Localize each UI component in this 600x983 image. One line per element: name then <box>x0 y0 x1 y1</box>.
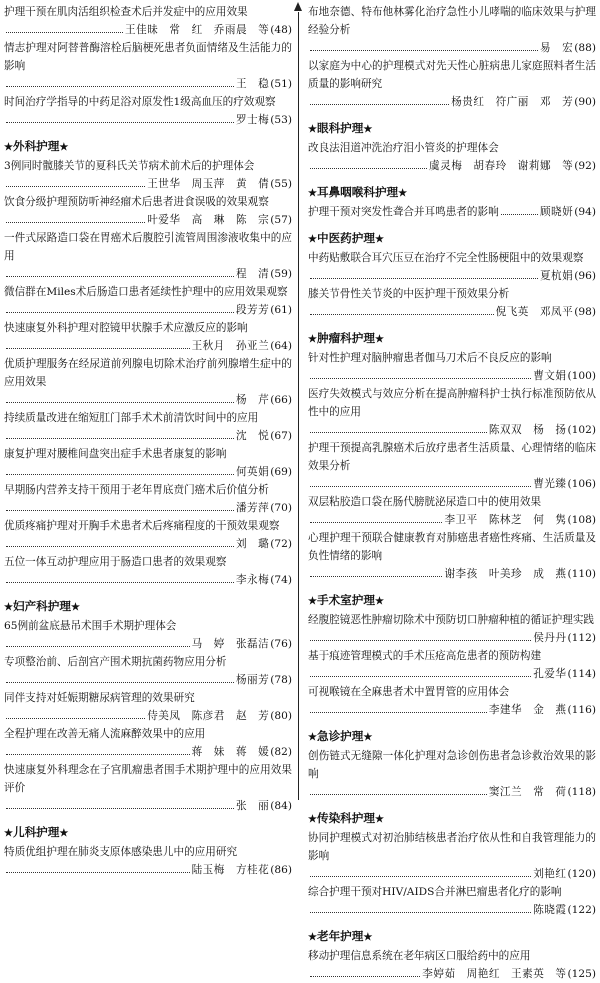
dot-leader <box>6 111 234 123</box>
toc-entry[interactable] <box>4 193 292 229</box>
author-line <box>4 301 292 319</box>
authors: 程 清 <box>235 268 270 280</box>
dot-leader <box>6 499 234 511</box>
dot-leader <box>310 93 449 105</box>
dot-leader <box>310 665 531 677</box>
inline-entry-line <box>308 203 596 221</box>
author-line <box>308 511 596 529</box>
section-heading <box>308 727 596 747</box>
page-number: (118) <box>567 786 596 798</box>
star-icon: ★ <box>308 732 317 743</box>
authors: 罗士梅 <box>235 114 270 126</box>
article-title: 快速康复外科理念在子宫肌瘤患者围手术期护理中的应用效果评价 <box>4 764 292 794</box>
star-icon: ★ <box>59 142 69 153</box>
author-line <box>308 901 596 919</box>
dot-leader <box>310 157 427 169</box>
star-icon: ★ <box>374 596 384 607</box>
dot-leader <box>6 535 234 547</box>
star-icon: ★ <box>308 814 317 825</box>
authors: 孔爱华 <box>533 668 567 680</box>
page-number: (53) <box>270 114 292 126</box>
author-line <box>4 671 292 689</box>
authors: 何英娟 <box>235 466 270 478</box>
article-title: 65例前盆底悬吊术围手术期护理体会 <box>4 620 177 632</box>
page-number: (59) <box>270 268 292 280</box>
dot-leader <box>6 175 145 187</box>
toc-entry[interactable] <box>4 409 292 445</box>
section-title: 中医药护理 <box>316 231 375 245</box>
article-title: 经腹腔镜恶性肿瘤切除术中预防切口肿瘤种植的循证护理实践 <box>308 614 595 626</box>
dot-leader <box>310 267 538 279</box>
authors: 王 稳 <box>235 78 270 90</box>
page-number: (114) <box>567 668 596 680</box>
dot-leader <box>6 571 234 583</box>
page-number: (125) <box>567 968 596 980</box>
page-number: (94) <box>574 206 596 218</box>
section-heading <box>308 329 596 349</box>
star-icon: ★ <box>374 814 384 825</box>
toc-entry[interactable] <box>308 947 596 983</box>
article-title: 3例同时髋膝关节的夏科氏关节病术前术后的护理体会 <box>4 160 255 172</box>
author-line <box>308 303 596 321</box>
authors: 夏杭娟 <box>539 270 574 282</box>
toc-entry[interactable] <box>308 349 596 385</box>
section-title: 妇产科护理 <box>12 599 71 613</box>
article-title: 微信群在Miles术后肠造口患者延续性护理中的应用效果观察 <box>4 286 288 298</box>
authors: 潘芳萍 <box>235 502 270 514</box>
article-title: 优质疼痛护理对开胸手术患者术后疼痛程度的干预效果观察 <box>4 520 280 532</box>
dot-leader <box>310 901 531 913</box>
left-column <box>4 3 292 879</box>
authors: 窦江兰 常 荷 <box>488 786 567 798</box>
toc-entry[interactable] <box>4 517 292 553</box>
page-number: (120) <box>567 868 596 880</box>
dot-leader <box>6 707 145 719</box>
article-title: 综合护理干预对HIV/AIDS合并淋巴瘤患者化疗的影响 <box>308 886 562 898</box>
author-line <box>308 39 596 57</box>
section-title: 眼科护理 <box>316 121 364 135</box>
author-line <box>308 475 596 493</box>
dot-leader <box>310 783 487 795</box>
dot-leader <box>6 635 190 647</box>
article-title: 可视喉镜在全麻患者术中置胃管的应用体会 <box>308 686 510 698</box>
author-line <box>308 421 596 439</box>
toc-entry[interactable] <box>308 647 596 683</box>
dot-leader <box>310 701 487 713</box>
toc-entry[interactable] <box>308 57 596 111</box>
authors: 谢李孩 叶美珍 成 燕 <box>444 568 567 580</box>
author-line <box>4 211 292 229</box>
page-number: (61) <box>270 304 292 316</box>
author-line <box>308 965 596 983</box>
authors: 李永梅 <box>235 574 270 586</box>
star-icon: ★ <box>363 932 373 943</box>
authors: 侯丹丹 <box>533 632 567 644</box>
author-line <box>4 391 292 409</box>
star-icon: ★ <box>70 602 80 613</box>
dot-leader <box>310 303 494 315</box>
page-number: (76) <box>270 638 292 650</box>
section-title: 老年护理 <box>316 929 364 943</box>
toc-entry[interactable] <box>4 229 292 283</box>
article-title: 优质护理服务在经尿道前列腺电切除术治疗前列腺增生症中的应用效果 <box>4 358 292 388</box>
page-number: (57) <box>270 214 292 226</box>
author-line <box>308 157 596 175</box>
article-title: 全程护理在改善无痛人流麻醉效果中的应用 <box>4 728 206 740</box>
article-title: 康复护理对腰椎间盘突出症手术患者康复的影响 <box>4 448 227 460</box>
page-number: (86) <box>270 864 292 876</box>
toc-entry[interactable] <box>308 385 596 439</box>
author-line <box>4 463 292 481</box>
section-heading <box>4 597 292 617</box>
article-title: 改良法泪道冲洗治疗泪小管炎的护理体会 <box>308 142 499 154</box>
section-title: 肿瘤科护理 <box>316 331 375 345</box>
authors: 陆玉梅 方桂花 <box>191 864 270 876</box>
article-title: 情志护理对阿替普酶溶栓后脑梗死患者负面情绪及生活能力的影响 <box>4 42 292 72</box>
author-line <box>4 175 292 193</box>
author-line <box>308 865 596 883</box>
article-title: 持续质量改进在缩短肛门部手术术前清饮时间中的应用 <box>4 412 259 424</box>
star-icon: ★ <box>308 932 317 943</box>
authors: 侍美凤 陈彦君 赵 芳 <box>147 710 270 722</box>
section-heading <box>308 927 596 947</box>
author-line <box>4 427 292 445</box>
author-line <box>4 707 292 725</box>
page-number: (69) <box>270 466 292 478</box>
star-icon: ★ <box>363 124 373 135</box>
dot-leader <box>6 463 234 475</box>
page-number: (64) <box>270 340 292 352</box>
authors: 李婷茹 周艳红 王素英 等 <box>422 968 567 980</box>
toc-entry[interactable] <box>4 761 292 815</box>
toc-entry[interactable] <box>308 439 596 493</box>
article-title: 协同护理模式对初治肺结核患者治疗依从性和自我管理能力的影响 <box>308 832 596 862</box>
author-line <box>4 265 292 283</box>
toc-entry[interactable] <box>308 3 596 57</box>
authors: 王佳昧 常 红 乔雨晨 等 <box>125 24 270 36</box>
star-icon: ★ <box>59 828 69 839</box>
page-number: (74) <box>270 574 292 586</box>
page-number: (82) <box>270 746 292 758</box>
article-title: 护理干预在肌肉活组织检查术后并发症中的应用效果 <box>4 6 248 18</box>
article-title: 布地奈德、特布他林雾化治疗急性小儿哮喘的临床效果与护理经验分析 <box>308 6 596 36</box>
author-line <box>4 635 292 653</box>
author-line <box>4 861 292 879</box>
section-heading <box>4 823 292 843</box>
article-title: 饮食分级护理预防听神经瘤术后患者进食误吸的效果观察 <box>4 196 269 208</box>
dot-leader <box>6 21 123 33</box>
author-line <box>308 267 596 285</box>
section-heading <box>308 183 596 203</box>
author-line <box>4 571 292 589</box>
page-number: (108) <box>567 514 596 526</box>
section-title: 儿科护理 <box>12 825 60 839</box>
author-line <box>308 367 596 385</box>
authors: 李卫平 陈林芝 何 隽 <box>444 514 567 526</box>
page-number: (88) <box>574 42 596 54</box>
section-heading <box>308 591 596 611</box>
star-icon: ★ <box>308 188 317 199</box>
section-heading <box>308 119 596 139</box>
article-title: 护理干预对突发性聋合并耳鸣患者的影响 <box>308 206 499 218</box>
toc-entry[interactable] <box>308 203 596 221</box>
dot-leader <box>310 511 442 523</box>
author-line <box>308 565 596 583</box>
page-number: (100) <box>567 370 596 382</box>
star-icon: ★ <box>363 732 373 743</box>
dot-leader <box>6 211 145 223</box>
article-title: 以家庭为中心的护理模式对先天性心脏病患儿家庭照料者生活质量的影响研究 <box>308 60 596 90</box>
page-number: (55) <box>270 178 292 190</box>
page-number: (66) <box>270 394 292 406</box>
toc-entry[interactable] <box>4 319 292 355</box>
dot-leader <box>310 367 531 379</box>
authors: 杨贵红 符广丽 邓 芳 <box>451 96 574 108</box>
toc-entry[interactable] <box>4 617 292 653</box>
page-number: (70) <box>270 502 292 514</box>
dot-leader <box>6 75 234 87</box>
column-divider <box>298 12 299 800</box>
dot-leader <box>6 861 190 873</box>
toc-entry[interactable] <box>4 481 292 517</box>
toc-entry[interactable] <box>308 249 596 285</box>
dot-leader <box>310 565 442 577</box>
page-number: (112) <box>567 632 596 644</box>
authors: 杨丽芳 <box>235 674 270 686</box>
article-title: 针对性护理对脑肿瘤患者伽马刀术后不良反应的影响 <box>308 352 552 364</box>
page-number: (84) <box>270 800 292 812</box>
section-heading <box>308 809 596 829</box>
article-title: 同伴支持对妊娠期糖尿病管理的效果研究 <box>4 692 195 704</box>
dot-leader <box>310 965 420 977</box>
author-line <box>308 783 596 801</box>
dot-leader <box>310 865 531 877</box>
article-title: 中药贴敷联合耳穴压豆在治疗不完全性肠梗阻中的效果观察 <box>308 252 584 264</box>
page-number: (106) <box>567 478 596 490</box>
toc-entry[interactable] <box>4 445 292 481</box>
star-icon: ★ <box>308 596 317 607</box>
author-line <box>308 701 596 719</box>
article-title: 时间治疗学指导的中药足浴对原发性1级高血压的疗效观察 <box>4 96 276 108</box>
article-title: 快速康复外科护理对腔镜甲状腺手术应激反应的影响 <box>4 322 248 334</box>
authors: 陈双双 杨 扬 <box>488 424 567 436</box>
article-title: 移动护理信息系统在老年病区口服给药中的应用 <box>308 950 531 962</box>
article-title: 早期肠内营养支持干预用于老年胃底贲门癌术后价值分析 <box>4 484 269 496</box>
toc-entry[interactable] <box>4 157 292 193</box>
dot-leader <box>310 475 531 487</box>
authors: 王世华 周玉萍 黄 倩 <box>147 178 270 190</box>
article-title: 创伤链式无缝隙一体化护理对急诊创伤患者急诊救治效果的影响 <box>308 750 596 780</box>
dot-leader <box>6 301 234 313</box>
toc-entry[interactable] <box>4 843 292 879</box>
star-icon: ★ <box>308 234 317 245</box>
page-number: (72) <box>270 538 292 550</box>
authors: 顾晓妍 <box>539 206 574 218</box>
page-number: (78) <box>270 674 292 686</box>
section-title: 外科护理 <box>12 139 60 153</box>
article-title: 双层粘胶造口袋在肠代膀胱泌尿造口中的使用效果 <box>308 496 542 508</box>
authors: 马 婷 张磊洁 <box>191 638 270 650</box>
toc-entry[interactable] <box>4 283 292 319</box>
dot-leader <box>6 265 234 277</box>
author-line <box>4 75 292 93</box>
toc-entry[interactable] <box>4 689 292 725</box>
star-icon: ★ <box>4 142 13 153</box>
star-icon: ★ <box>308 124 317 135</box>
authors: 倪飞英 邓凤平 <box>495 306 574 318</box>
author-line <box>308 665 596 683</box>
authors: 易 宏 <box>539 42 574 54</box>
toc-entry[interactable] <box>4 39 292 93</box>
authors: 虞灵梅 胡春玲 谢莉娜 等 <box>429 160 574 172</box>
page-number: (102) <box>567 424 596 436</box>
author-line <box>4 337 292 355</box>
section-heading <box>4 137 292 157</box>
page-number: (80) <box>270 710 292 722</box>
toc-entry[interactable] <box>308 493 596 529</box>
dot-leader <box>501 203 538 215</box>
page-number: (48) <box>270 24 292 36</box>
author-line <box>4 535 292 553</box>
star-icon: ★ <box>308 334 317 345</box>
dot-leader <box>6 743 190 755</box>
toc-entry[interactable] <box>308 611 596 647</box>
authors: 杨 芹 <box>235 394 270 406</box>
article-title: 心理护理干预联合健康教育对肺癌患者癌性疼痛、生活质量及负性情绪的影响 <box>308 532 596 562</box>
author-line <box>4 111 292 129</box>
dot-leader <box>310 629 531 641</box>
article-title: 专项整治前、后剖宫产围术期抗菌药物应用分析 <box>4 656 227 668</box>
author-line <box>4 499 292 517</box>
star-icon: ★ <box>374 334 384 345</box>
article-title: 护理干预提高乳腺癌术后放疗患者生活质量、心理情绪的临床效果分析 <box>308 442 596 472</box>
star-icon: ★ <box>398 188 408 199</box>
star-icon: ★ <box>4 602 13 613</box>
dot-leader <box>310 421 487 433</box>
toc-entry[interactable] <box>308 683 596 719</box>
dot-leader <box>6 427 234 439</box>
toc-entry[interactable] <box>4 93 292 129</box>
dot-leader <box>6 337 190 349</box>
star-icon: ★ <box>4 828 13 839</box>
page-number: (122) <box>567 904 596 916</box>
toc-entry[interactable] <box>4 355 292 409</box>
authors: 曹光臻 <box>533 478 567 490</box>
authors: 刘 璐 <box>235 538 270 550</box>
dot-leader <box>6 797 234 809</box>
toc-entry[interactable] <box>308 285 596 321</box>
page-number: (51) <box>270 78 292 90</box>
section-title: 手术室护理 <box>316 593 375 607</box>
author-line <box>4 21 292 39</box>
toc-entry[interactable] <box>308 529 596 583</box>
authors: 王秋月 孙亚兰 <box>191 340 270 352</box>
author-line <box>4 743 292 761</box>
toc-entry[interactable] <box>308 829 596 883</box>
authors: 叶爱华 高 琳 陈 宗 <box>147 214 270 226</box>
page-number: (98) <box>574 306 596 318</box>
up-arrow-icon <box>294 2 302 11</box>
article-title: 膝关节骨性关节炎的中医护理干预效果分析 <box>308 288 510 300</box>
article-title: 特质优组护理在肺炎支原体感染患儿中的应用研究 <box>4 846 238 858</box>
section-title: 急诊护理 <box>316 729 364 743</box>
article-title: 基于痕迹管理模式的手术压疮高危患者的预防构建 <box>308 650 542 662</box>
page-number: (67) <box>270 430 292 442</box>
article-title: 医疗失效模式与效应分析在提高肿瘤科护士执行标准预防依从性中的应用 <box>308 388 596 418</box>
page-number: (90) <box>574 96 596 108</box>
authors: 段芳芳 <box>235 304 270 316</box>
authors: 沈 悦 <box>235 430 270 442</box>
author-line <box>4 797 292 815</box>
toc-entry[interactable] <box>4 553 292 589</box>
dot-leader <box>6 391 234 403</box>
toc-entry[interactable] <box>308 883 596 919</box>
page-number: (96) <box>574 270 596 282</box>
section-title: 传染科护理 <box>316 811 375 825</box>
toc-entry[interactable] <box>4 653 292 689</box>
dot-leader <box>310 39 538 51</box>
authors: 刘艳红 <box>533 868 567 880</box>
star-icon: ★ <box>374 234 384 245</box>
author-line <box>308 629 596 647</box>
toc-entry[interactable] <box>4 3 292 39</box>
authors: 曹文娟 <box>533 370 567 382</box>
right-column <box>308 3 596 983</box>
section-heading <box>308 229 596 249</box>
section-title: 耳鼻咽喉科护理 <box>316 185 399 199</box>
authors: 李建华 金 燕 <box>488 704 567 716</box>
authors: 张 丽 <box>235 800 270 812</box>
dot-leader <box>6 671 234 683</box>
page-number: (92) <box>574 160 596 172</box>
authors: 蒋 妹 蒋 媛 <box>191 746 270 758</box>
page-number: (110) <box>567 568 596 580</box>
toc-entry[interactable] <box>308 747 596 801</box>
article-title: 一件式尿路造口袋在胃癌术后腹腔引流管周围渗液收集中的应用 <box>4 232 292 262</box>
article-title: 五位一体互动护理应用于肠造口患者的效果观察 <box>4 556 227 568</box>
author-line <box>308 93 596 111</box>
page-number: (116) <box>567 704 596 716</box>
authors: 陈晓霞 <box>533 904 567 916</box>
toc-entry[interactable] <box>308 139 596 175</box>
toc-entry[interactable] <box>4 725 292 761</box>
